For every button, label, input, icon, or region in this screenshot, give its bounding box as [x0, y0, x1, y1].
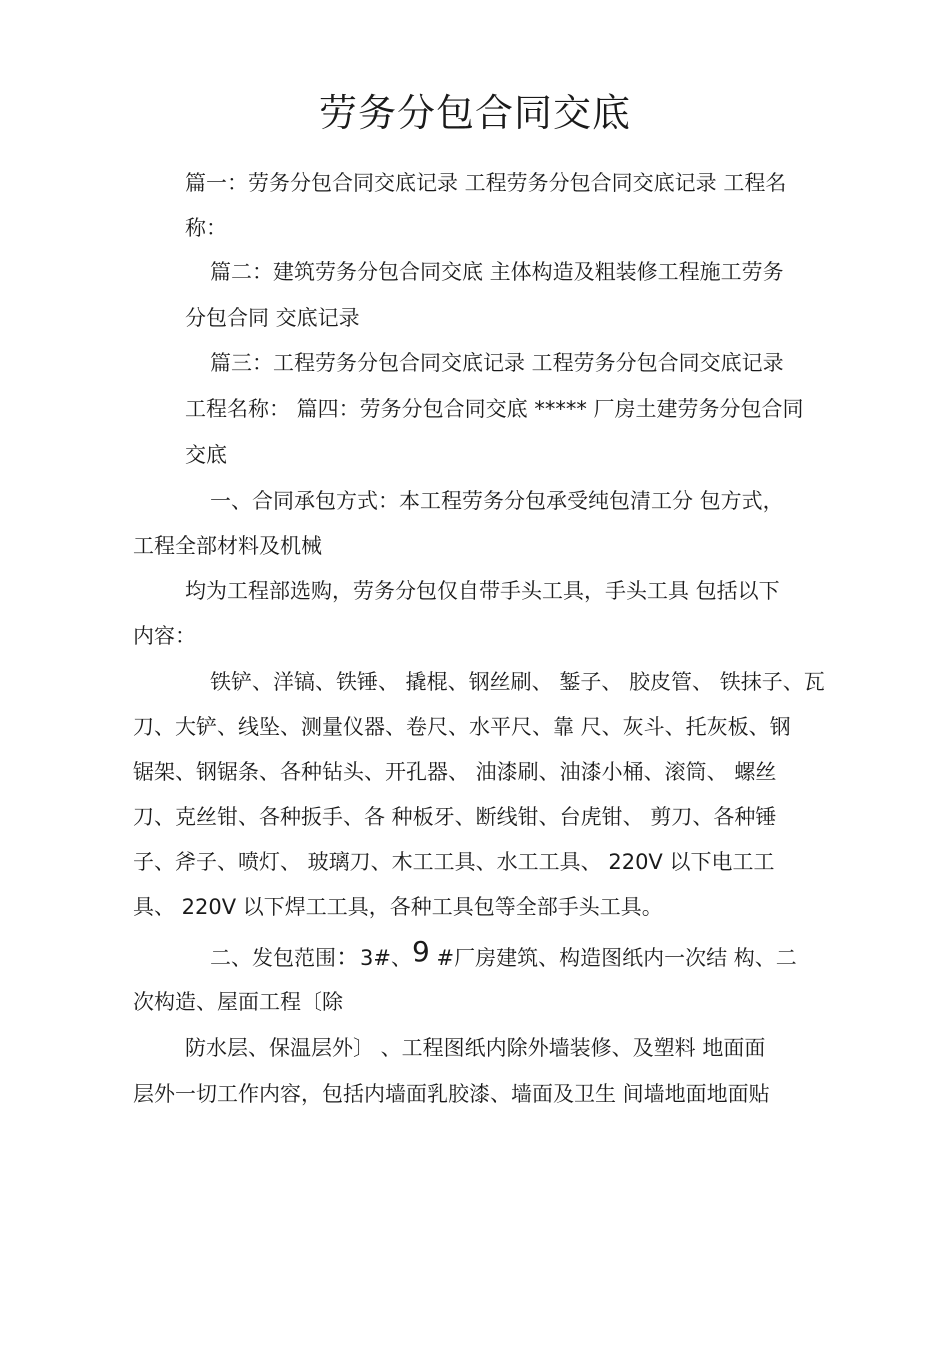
- text-line: 工程全部材料及机械: [133, 534, 322, 558]
- text-line: 一、合同承包方式：本工程劳务分包承受纯包清工分 包方式，: [210, 489, 784, 513]
- document-title: 劳务分包合同交底: [318, 91, 631, 135]
- text-line: 具、 220V 以下焊工工具，各种工具包等全部手头工具。: [133, 895, 663, 919]
- scope-prefix: 二、发包范围: [210, 946, 336, 970]
- text-line: 铁铲、洋镐、铁锤、 撬棍、钢丝刷、 錾子、 胶皮管、 铁抹子、瓦: [210, 670, 825, 694]
- text-line: 刀、大铲、线坠、测量仪器、卷尺、水平尺、靠 尺、灰斗、托灰板、钢: [133, 715, 791, 739]
- scope-part-b: #厂房建筑、构造图纸内一次结 构、二: [429, 946, 797, 970]
- text-line: 均为工程部选购，劳务分包仅自带手头工具，手头工具 包括以下: [185, 579, 780, 603]
- text-line: 子、斧子、喷灯、 玻璃刀、木工工具、水工工具、 220V 以下电工工: [133, 850, 775, 874]
- scope-colon: ：: [336, 943, 360, 971]
- text-line: 锯架、钢锯条、各种钻头、开孔器、 油漆刷、油漆小桶、滚筒、 螺丝: [133, 760, 777, 784]
- text-line: 刀、克丝钳、各种扳手、各 种板牙、断线钳、台虎钳、 剪刀、各种锤: [133, 805, 777, 829]
- text-line: 篇一：劳务分包合同交底记录 工程劳务分包合同交底记录 工程名: [185, 171, 787, 195]
- text-line: 工程名称： 篇四：劳务分包合同交底 ***** 厂房土建劳务分包合同: [185, 397, 804, 421]
- text-line: 次构造、屋面工程〔除: [133, 990, 343, 1014]
- text-line: 称：: [185, 216, 227, 240]
- text-line: 篇三：工程劳务分包合同交底记录 工程劳务分包合同交底记录: [210, 351, 784, 375]
- text-line: 交底: [185, 443, 227, 467]
- text-line: 分包合同 交底记录: [185, 306, 360, 330]
- scope-part-a: 3#、: [360, 946, 412, 970]
- text-line: 防水层、保温层外〕 、工程图纸内除外墙装修、及塑料 地面面: [185, 1036, 766, 1060]
- text-line: 篇二：建筑劳务分包合同交底 主体构造及粗装修工程施工劳务: [210, 260, 784, 284]
- text-line: 内容：: [133, 624, 196, 648]
- text-line: 层外一切工作内容，包括内墙面乳胶漆、墙面及卫生 间墙地面地面贴: [133, 1082, 770, 1106]
- scope-nine: 9: [411, 935, 430, 968]
- scope-line: [210, 935, 797, 973]
